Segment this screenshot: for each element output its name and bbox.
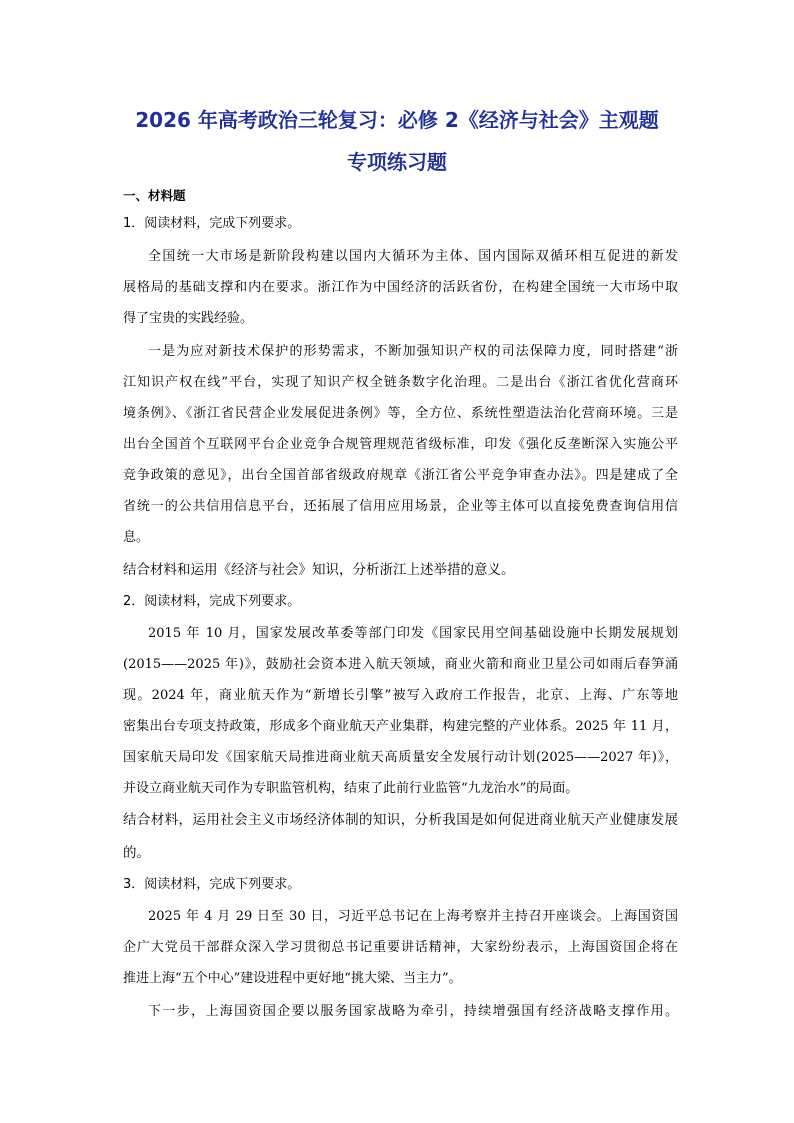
material-line: 展格局的基础支撑和内在要求。浙江作为中国经济的活跃省份，在构建全国统一大市场中取 bbox=[123, 280, 678, 295]
section-heading: 一、材料题 bbox=[123, 188, 186, 203]
material-line: 全国统一大市场是新阶段构建以国内大循环为主体、国内国际双循环相互促进的新发 bbox=[148, 249, 678, 264]
question-3-prompt: 3．阅读材料，完成下列要求。 bbox=[123, 877, 301, 892]
material-line: 2015 年 10 月，国家发展改革委等部门印发《国家民用空间基础设施中长期发展规划 bbox=[148, 626, 678, 641]
material-line: 2025 年 4 月 29 日至 30 日，习近平总书记在上海考察并主持召开座谈会。上海国资国 bbox=[148, 909, 678, 924]
document-title: 2026 年高考政治三轮复习：必修 2《经济与社会》主观题 bbox=[135, 108, 659, 132]
material-line: 得了宝贵的实践经验。 bbox=[123, 311, 254, 326]
material-line: 出台全国首个互联网平台企业竞争合规管理规范省级标准，印发《强化反垄断深入实施公平 bbox=[123, 437, 678, 452]
question-2-task: 结合材料，运用社会主义市场经济体制的知识，分析我国是如何促进商业航天产业健康发展 bbox=[123, 812, 678, 828]
material-line: 一是为应对新技术保护的形势需求，不断加强知识产权的司法保障力度，同时搭建“浙 bbox=[148, 344, 678, 359]
material-line: 密集出台专项支持政策，形成多个商业航天产业集群，构建完整的产业体系。2025 年 11 月， bbox=[123, 719, 678, 734]
material-line: 省统一的公共信用信息平台，还拓展了信用应用场景，企业等主体可以直接免费查询信用信 bbox=[123, 499, 678, 514]
question-2-task: 的。 bbox=[123, 845, 150, 861]
document-subtitle: 专项练习题 bbox=[347, 150, 447, 174]
material-line: 国家航天局印发《国家航天局推进商业航天高质量安全发展行动计划(2025——2027 年)》， bbox=[123, 750, 678, 765]
question-1-prompt: 1．阅读材料，完成下列要求。 bbox=[123, 216, 301, 231]
question-1-task: 结合材料和运用《经济与社会》知识，分析浙江上述举措的意义。 bbox=[123, 562, 515, 578]
material-line: 境条例》、《浙江省民营企业发展促进条例》等，全方位、系统性塑造法治化营商环境。三是 bbox=[123, 406, 678, 421]
material-line: (2015——2025 年)》，鼓励社会资本进入航天领域，商业火箭和商业卫星公司如雨后春笋涌 bbox=[123, 657, 678, 672]
material-line: 竞争政策的意见》，出台全国首部省级政府规章《浙江省公平竞争审查办法》。四是建成了全 bbox=[123, 468, 678, 483]
material-line: 下一步，上海国资国企要以服务国家战略为牵引，持续增强国有经济战略支撑作用。 bbox=[148, 1004, 678, 1019]
material-line: 息。 bbox=[123, 530, 150, 545]
material-line: 企广大党员干部群众深入学习贯彻总书记重要讲话精神，大家纷纷表示，上海国资国企将在 bbox=[123, 940, 678, 955]
material-line: 江知识产权在线”平台，实现了知识产权全链条数字化治理。二是出台《浙江省优化营商环 bbox=[123, 375, 678, 390]
material-line: 推进上海“五个中心”建设进程中更好地“挑大梁、当主力”。 bbox=[123, 971, 462, 986]
question-2-prompt: 2．阅读材料，完成下列要求。 bbox=[123, 594, 301, 609]
material-line: 并设立商业航天司作为专职监管机构，结束了此前行业监管“九龙治水”的局面。 bbox=[123, 781, 579, 796]
material-line: 现。2024 年，商业航天作为“新增长引擎”被写入政府工作报告，北京、上海、广东等地 bbox=[123, 688, 678, 703]
